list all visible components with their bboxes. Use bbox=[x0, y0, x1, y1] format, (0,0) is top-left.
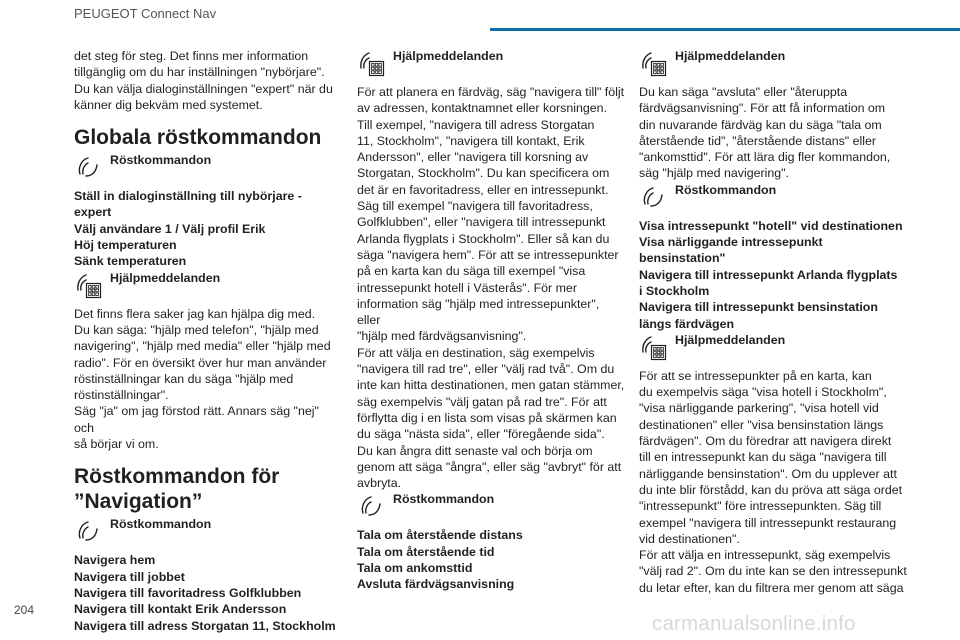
header-accent-bar bbox=[490, 28, 960, 31]
text-line: "visa närliggande parkering", "visa hotell vid bbox=[639, 401, 879, 416]
text-line: Visa intressepunkt "hotell" vid destinationen bbox=[639, 218, 903, 233]
heading-line: Röstkommandon för bbox=[74, 465, 280, 489]
text-line: exempel "navigera till intressepunkt restaurang bbox=[639, 515, 897, 530]
watermark: carmanualsonline.info bbox=[652, 612, 856, 635]
text-line: avbryta. bbox=[357, 476, 402, 491]
block-label: Hjälpmeddelanden bbox=[675, 332, 786, 347]
help-text bbox=[74, 306, 342, 453]
help-message-icon bbox=[639, 48, 669, 78]
text-line: Höj temperaturen bbox=[74, 238, 177, 253]
help-text bbox=[357, 84, 625, 491]
text-line: förflytta dig i en lista som visas på skärmen kan bbox=[357, 410, 617, 425]
text-line: närliggande bensinstation". Om du upplever att bbox=[639, 466, 897, 481]
column-1 bbox=[74, 48, 342, 634]
text-line: röstinställningar kan du säga "hjälp med bbox=[74, 371, 294, 386]
text-line: intressepunkt hotell i Västerås". För mer bbox=[357, 280, 577, 295]
block-label: Hjälpmeddelanden bbox=[675, 49, 786, 63]
text-line: du letar efter, kan du filtrera mer genom att säga bbox=[639, 580, 904, 595]
text-line: säg exempelvis "välj gatan på rad tre". För att bbox=[357, 394, 607, 409]
command-list bbox=[639, 218, 909, 332]
voice-command-icon bbox=[639, 182, 669, 212]
command-list bbox=[357, 527, 625, 592]
text-line: "intressepunkt" före intressepunkten. Säg till bbox=[639, 499, 882, 514]
text-line: säg "hjälp med navigering". bbox=[639, 166, 790, 181]
block-label: Röstkommandon bbox=[110, 153, 212, 168]
text-line: du exempelvis säga "visa hotell i Stockholm", bbox=[639, 385, 887, 400]
text-line: Navigera till intressepunkt bensinstation bbox=[639, 300, 878, 315]
text-line: längs färdvägen bbox=[639, 316, 735, 331]
voice-command-icon bbox=[357, 491, 387, 521]
text-line: "hjälp med färdvägsanvisning". bbox=[357, 329, 527, 344]
text-line: bensinstation" bbox=[639, 251, 726, 266]
heading-line: ”Navigation” bbox=[74, 490, 203, 514]
running-header: PEUGEOT Connect Nav bbox=[74, 6, 217, 21]
text-line: Säg "ja" om jag förstod rätt. Annars säg "nej" och bbox=[74, 404, 319, 435]
text-line: Andersson", eller "navigera till korsning av bbox=[357, 150, 589, 165]
text-line: destinationen" eller "visa bensinstation längs bbox=[639, 417, 884, 432]
text-line: inte kan hitta destinationen, men gatan stämmer, bbox=[357, 378, 625, 393]
page-number: 204 bbox=[14, 603, 35, 617]
help-text bbox=[639, 368, 909, 596]
voice-commands-block bbox=[74, 152, 342, 182]
text-line: information säg "hjälp med intressepunkter", eller bbox=[357, 296, 600, 328]
block-label: Hjälpmeddelanden bbox=[393, 49, 504, 63]
command-list bbox=[74, 552, 342, 633]
intro-paragraph bbox=[74, 48, 342, 113]
text-line: Tala om återstående tid bbox=[357, 544, 495, 559]
voice-commands-block bbox=[74, 516, 342, 546]
section-heading-navigation bbox=[74, 464, 342, 514]
help-message-icon bbox=[639, 332, 669, 362]
text-line: färdvägen". Om du föredrar att navigera direkt bbox=[639, 434, 892, 449]
voice-command-icon bbox=[74, 516, 104, 546]
text-line: Det finns flera saker jag kan hjälpa dig med. bbox=[74, 306, 316, 321]
text-line: Navigera till favoritadress Golfklubben bbox=[74, 585, 302, 600]
text-line: det är en favoritadress, eller en intressepunkt. bbox=[357, 182, 609, 197]
text-line: tillgänglig om du har inställningen "nybörjare". bbox=[74, 65, 325, 80]
text-line: vid destinationen". bbox=[639, 531, 740, 546]
text-line: Säg till exempel "navigera till favoritadress, bbox=[357, 199, 593, 214]
text-line: Du kan säga: "hjälp med telefon", "hjälp med bbox=[74, 322, 319, 337]
voice-commands-block bbox=[357, 491, 625, 521]
block-label: Röstkommandon bbox=[393, 492, 495, 507]
help-messages-block bbox=[357, 48, 625, 78]
text-line: Ställ in dialoginställning till nybörjare - expert bbox=[74, 189, 302, 220]
help-messages-block bbox=[639, 332, 909, 362]
text-line: Navigera till jobbet bbox=[74, 569, 185, 584]
text-line: För att välja en destination, säg exempelvis bbox=[357, 345, 595, 360]
text-line: Navigera till intressepunkt Arlanda flygplats bbox=[639, 267, 898, 282]
help-messages-block bbox=[639, 48, 909, 78]
text-line: Arlanda flygplats i Stockholm". Eller så kan du bbox=[357, 231, 610, 246]
column-3 bbox=[639, 48, 909, 596]
help-message-icon bbox=[74, 270, 104, 300]
text-line: radio". För en översikt över hur man använder bbox=[74, 355, 327, 370]
text-line: av adressen, kontaktnamnet eller korsningen. bbox=[357, 101, 608, 116]
text-line: Du kan ångra ditt senaste val och börja om bbox=[357, 443, 593, 458]
text-line: För att välja en intressepunkt, säg exempelvis bbox=[639, 548, 891, 563]
text-line: Navigera till adress Storgatan 11, Stockholm bbox=[74, 618, 336, 633]
text-line: det steg för steg. Det finns mer information bbox=[74, 49, 309, 63]
text-line: Storgatan, Stockholm". Du kan specificera om bbox=[357, 166, 610, 181]
text-line: Tala om återstående distans bbox=[357, 528, 523, 543]
text-line: i Stockholm bbox=[639, 283, 710, 298]
text-line: till en intressepunkt kan du säga "navigera till bbox=[639, 450, 887, 465]
text-line: Tala om ankomsttid bbox=[357, 561, 473, 576]
text-line: Navigera till kontakt Erik Andersson bbox=[74, 602, 287, 617]
text-line: Avsluta färdvägsanvisning bbox=[357, 577, 515, 592]
text-line: säga "navigera hem". För att se intressepunkter bbox=[357, 247, 619, 262]
command-list bbox=[74, 188, 342, 269]
text-line: färdvägsanvisning". För att få information om bbox=[639, 101, 886, 116]
text-line: röstinställningar". bbox=[74, 388, 169, 403]
text-line: 11, Stockholm", "navigera till kontakt, Erik bbox=[357, 133, 585, 148]
help-messages-block bbox=[74, 270, 342, 300]
text-line: genom att säga "ångra", eller säg "avbryt" för att bbox=[357, 459, 622, 474]
text-line: För att se intressepunkter på en karta, kan bbox=[639, 368, 872, 383]
text-line: din nuvarande färdväg kan du säga "tala om bbox=[639, 117, 882, 132]
text-line: Du kan säga "avsluta" eller "återuppta bbox=[639, 85, 848, 99]
text-line: du inte blir förstådd, kan du pröva att säga ordet bbox=[639, 482, 903, 497]
text-line: Golfklubben", eller "navigera till intressepunkt bbox=[357, 215, 606, 230]
voice-commands-block bbox=[639, 182, 909, 212]
block-label: Röstkommandon bbox=[675, 182, 777, 197]
text-line: du säga "nästa sida", eller "föregående sida". bbox=[357, 427, 605, 442]
text-line: Visa närliggande intressepunkt bbox=[639, 235, 823, 250]
text-line: på en karta kan du säga till exempel "visa bbox=[357, 264, 586, 279]
text-line: Välj användare 1 / Välj profil Erik bbox=[74, 221, 266, 236]
column-2 bbox=[357, 48, 625, 593]
text-line: För att planera en färdväg, säg "navigera till" följt bbox=[357, 85, 625, 99]
text-line: Sänk temperaturen bbox=[74, 254, 187, 269]
text-line: känner dig bekväm med systemet. bbox=[74, 97, 263, 112]
section-heading-global: Globala röstkommandon bbox=[74, 126, 322, 150]
help-message-icon bbox=[357, 48, 387, 78]
text-line: så börjar vi om. bbox=[74, 437, 159, 452]
help-text bbox=[639, 84, 909, 182]
block-label: Hjälpmeddelanden bbox=[110, 270, 221, 285]
block-label: Röstkommandon bbox=[110, 517, 212, 532]
text-line: "välj rad 2". Om du inte kan se den intressepunkt bbox=[639, 564, 907, 579]
text-line: Navigera hem bbox=[74, 553, 156, 568]
voice-command-icon bbox=[74, 152, 104, 182]
text-line: Till exempel, "navigera till adress Storgatan bbox=[357, 117, 595, 132]
text-line: navigering", "hjälp med media" eller "hjälp med bbox=[74, 339, 331, 354]
text-line: "navigera till rad tre", eller "välj rad två". Om du bbox=[357, 362, 615, 377]
text-line: återstående tid", "återstående distans" eller bbox=[639, 133, 877, 148]
text-line: Du kan välja dialoginställningen "expert" när du bbox=[74, 81, 333, 96]
text-line: "ankomsttid". För att lära dig fler kommandon, bbox=[639, 150, 891, 165]
